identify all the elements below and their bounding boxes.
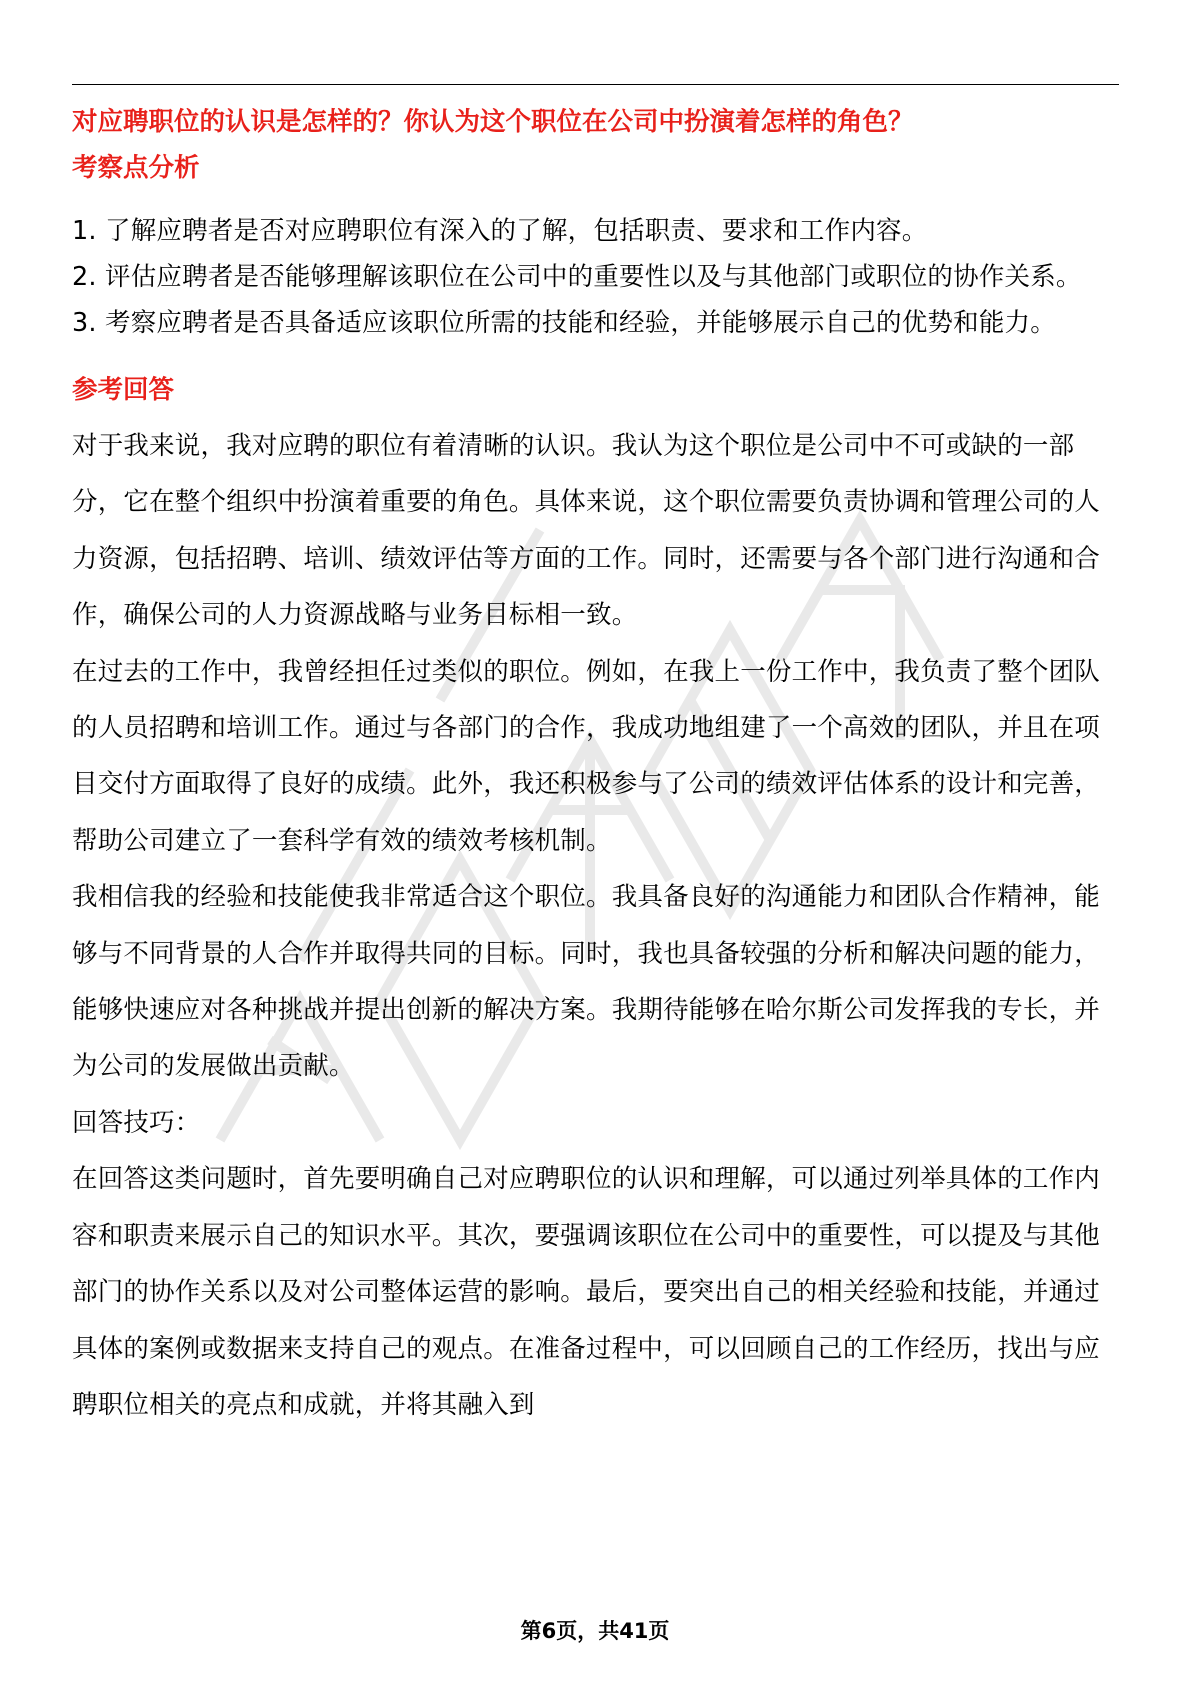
reference-heading: 参考回答 <box>72 375 175 405</box>
tips-text: 在回答这类问题时，首先要明确自己对应聘职位的认识和理解，可以通过列举具体的工作内容和职责来展示自己的知识水平。其次，要强调该职位在公司中的重要性，可以提及与其他部门的协作关系以及对公司整体运营的影响。最后，要突出自己的相关经验和技能，并通过具体的案例或数据来支持自己的观点。在准备过程中，可以回顾自己的工作经历，找出与应聘职位相关的亮点和成就，并将其融入到 <box>72 1164 1101 1420</box>
analysis-heading: 考察点分析 <box>72 153 200 183</box>
analysis-item-2: 2. 评估应聘者是否能够理解该职位在公司中的重要性以及与其他部门或职位的协作关系。 <box>72 262 1082 292</box>
analysis-item-1: 1. 了解应聘者是否对应聘职位有深入的了解，包括职责、要求和工作内容。 <box>72 216 928 246</box>
analysis-list <box>72 202 1122 352</box>
tips-label: 回答技巧： <box>72 1107 201 1138</box>
question-title: 对应聘职位的认识是怎样的？你认为这个职位在公司中扮演着怎样的角色？ <box>72 107 914 137</box>
reference-paragraph-2: 在过去的工作中，我曾经担任过类似的职位。例如，在我上一份工作中，我负责了整个团队的人员招聘和培训工作。通过与各部门的合作，我成功地组建了一个高效的团队，并且在项目交付方面取得了良好的成绩。此外，我还积极参与了公司的绩效评估体系的设计和完善，帮助公司建立了一套科学有效的绩效考核机制。 <box>72 656 1101 856</box>
reference-paragraph-1: 对于我来说，我对应聘的职位有着清晰的认识。我认为这个职位是公司中不可或缺的一部分，它在整个组织中扮演着重要的角色。具体来说，这个职位需要负责协调和管理公司的人力资源，包括招聘、培训、绩效评估等方面的工作。同时，还需要与各个部门进行沟通和合作，确保公司的人力资源战略与业务目标相一致。 <box>72 431 1101 631</box>
page-footer: 第6页，共41页 <box>520 1619 670 1643</box>
page-content <box>72 104 1122 1433</box>
analysis-item-3: 3. 考察应聘者是否具备适应该职位所需的技能和经验，并能够展示自己的优势和能力。 <box>72 308 1056 338</box>
reference-paragraph-3: 我相信我的经验和技能使我非常适合这个职位。我具备良好的沟通能力和团队合作精神，能够与不同背景的人合作并取得共同的目标。同时，我也具备较强的分析和解决问题的能力，能够快速应对各种挑战并提出创新的解决方案。我期待能够在哈尔斯公司发挥我的专长，并为公司的发展做出贡献。 <box>72 882 1101 1082</box>
top-rule <box>72 84 1119 85</box>
